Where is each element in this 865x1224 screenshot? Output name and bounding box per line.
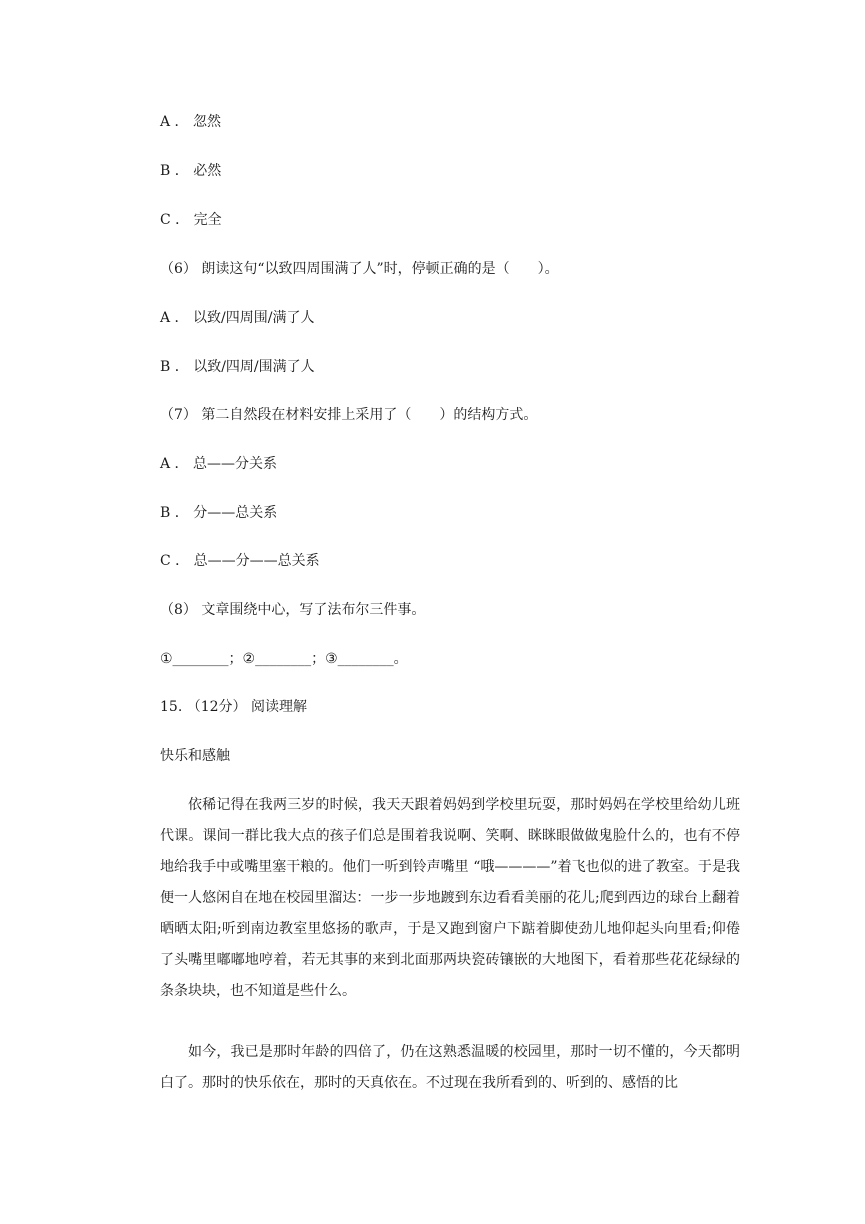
q15-heading: 15. （12分） 阅读理解 [160, 699, 307, 715]
q5-option-c: C ． 完全 [160, 212, 222, 228]
article-paragraph-2: 如今，我已是那时年龄的四倍了，仍在这熟悉温暖的校园里，那时一切不懂的，今天都明白了。那时的快乐依在，那时的天真依在。不过现在我所看到的、听到的、感悟的比 [160, 1044, 740, 1091]
q7-stem: （7） 第二自然段在材料安排上采用了（ ）的结构方式。 [160, 407, 538, 423]
q8-blanks: ①________；②________；③________。 [160, 651, 408, 667]
q5-option-a: A ． 忽然 [160, 114, 222, 130]
q6-stem: （6） 朗读这句“以致四周围满了人”时，停顿正确的是（ ）。 [160, 261, 559, 277]
article-paragraph-1: 依稀记得在我两三岁的时候，我天天跟着妈妈到学校里玩耍，那时妈妈在学校里给幼儿班代课。课间一群比我大点的孩子们总是围着我说啊、笑啊、眯眯眼做做鬼脸什么的，也有不停地给我手中或嘴里塞干粮的。他们一听到铃声嘴里 “哦————”着飞也似的进了教室。于是我便一人悠闲自在地在校园里溜达：一步一步地踱到东边看看美丽的花儿;爬到西边的球台上翻着晒晒太阳;听到南边教室里悠扬的歌声，于是又跑到窗户下踮着脚使劲儿地仰起头向里看;仰倦了头嘴里嘟嘟地哼着，若无其事的来到北面那两块瓷砖镶嵌的大地图下，看着那些花花绿绿的条条块块，也不知道是些什么。 [160, 797, 740, 999]
q6-option-b: B ． 以致/四周/围满了人 [160, 359, 315, 375]
q7-option-c: C ． 总——分——总关系 [160, 553, 320, 569]
article-title: 快乐和感触 [160, 748, 230, 764]
q8-stem: （8） 文章围绕中心，写了法布尔三件事。 [160, 602, 426, 618]
q7-option-a: A ． 总——分关系 [160, 456, 278, 472]
q6-option-a: A ． 以致/四周围/满了人 [160, 310, 315, 326]
q5-option-b: B ． 必然 [160, 163, 222, 179]
q7-option-b: B ． 分——总关系 [160, 505, 278, 521]
